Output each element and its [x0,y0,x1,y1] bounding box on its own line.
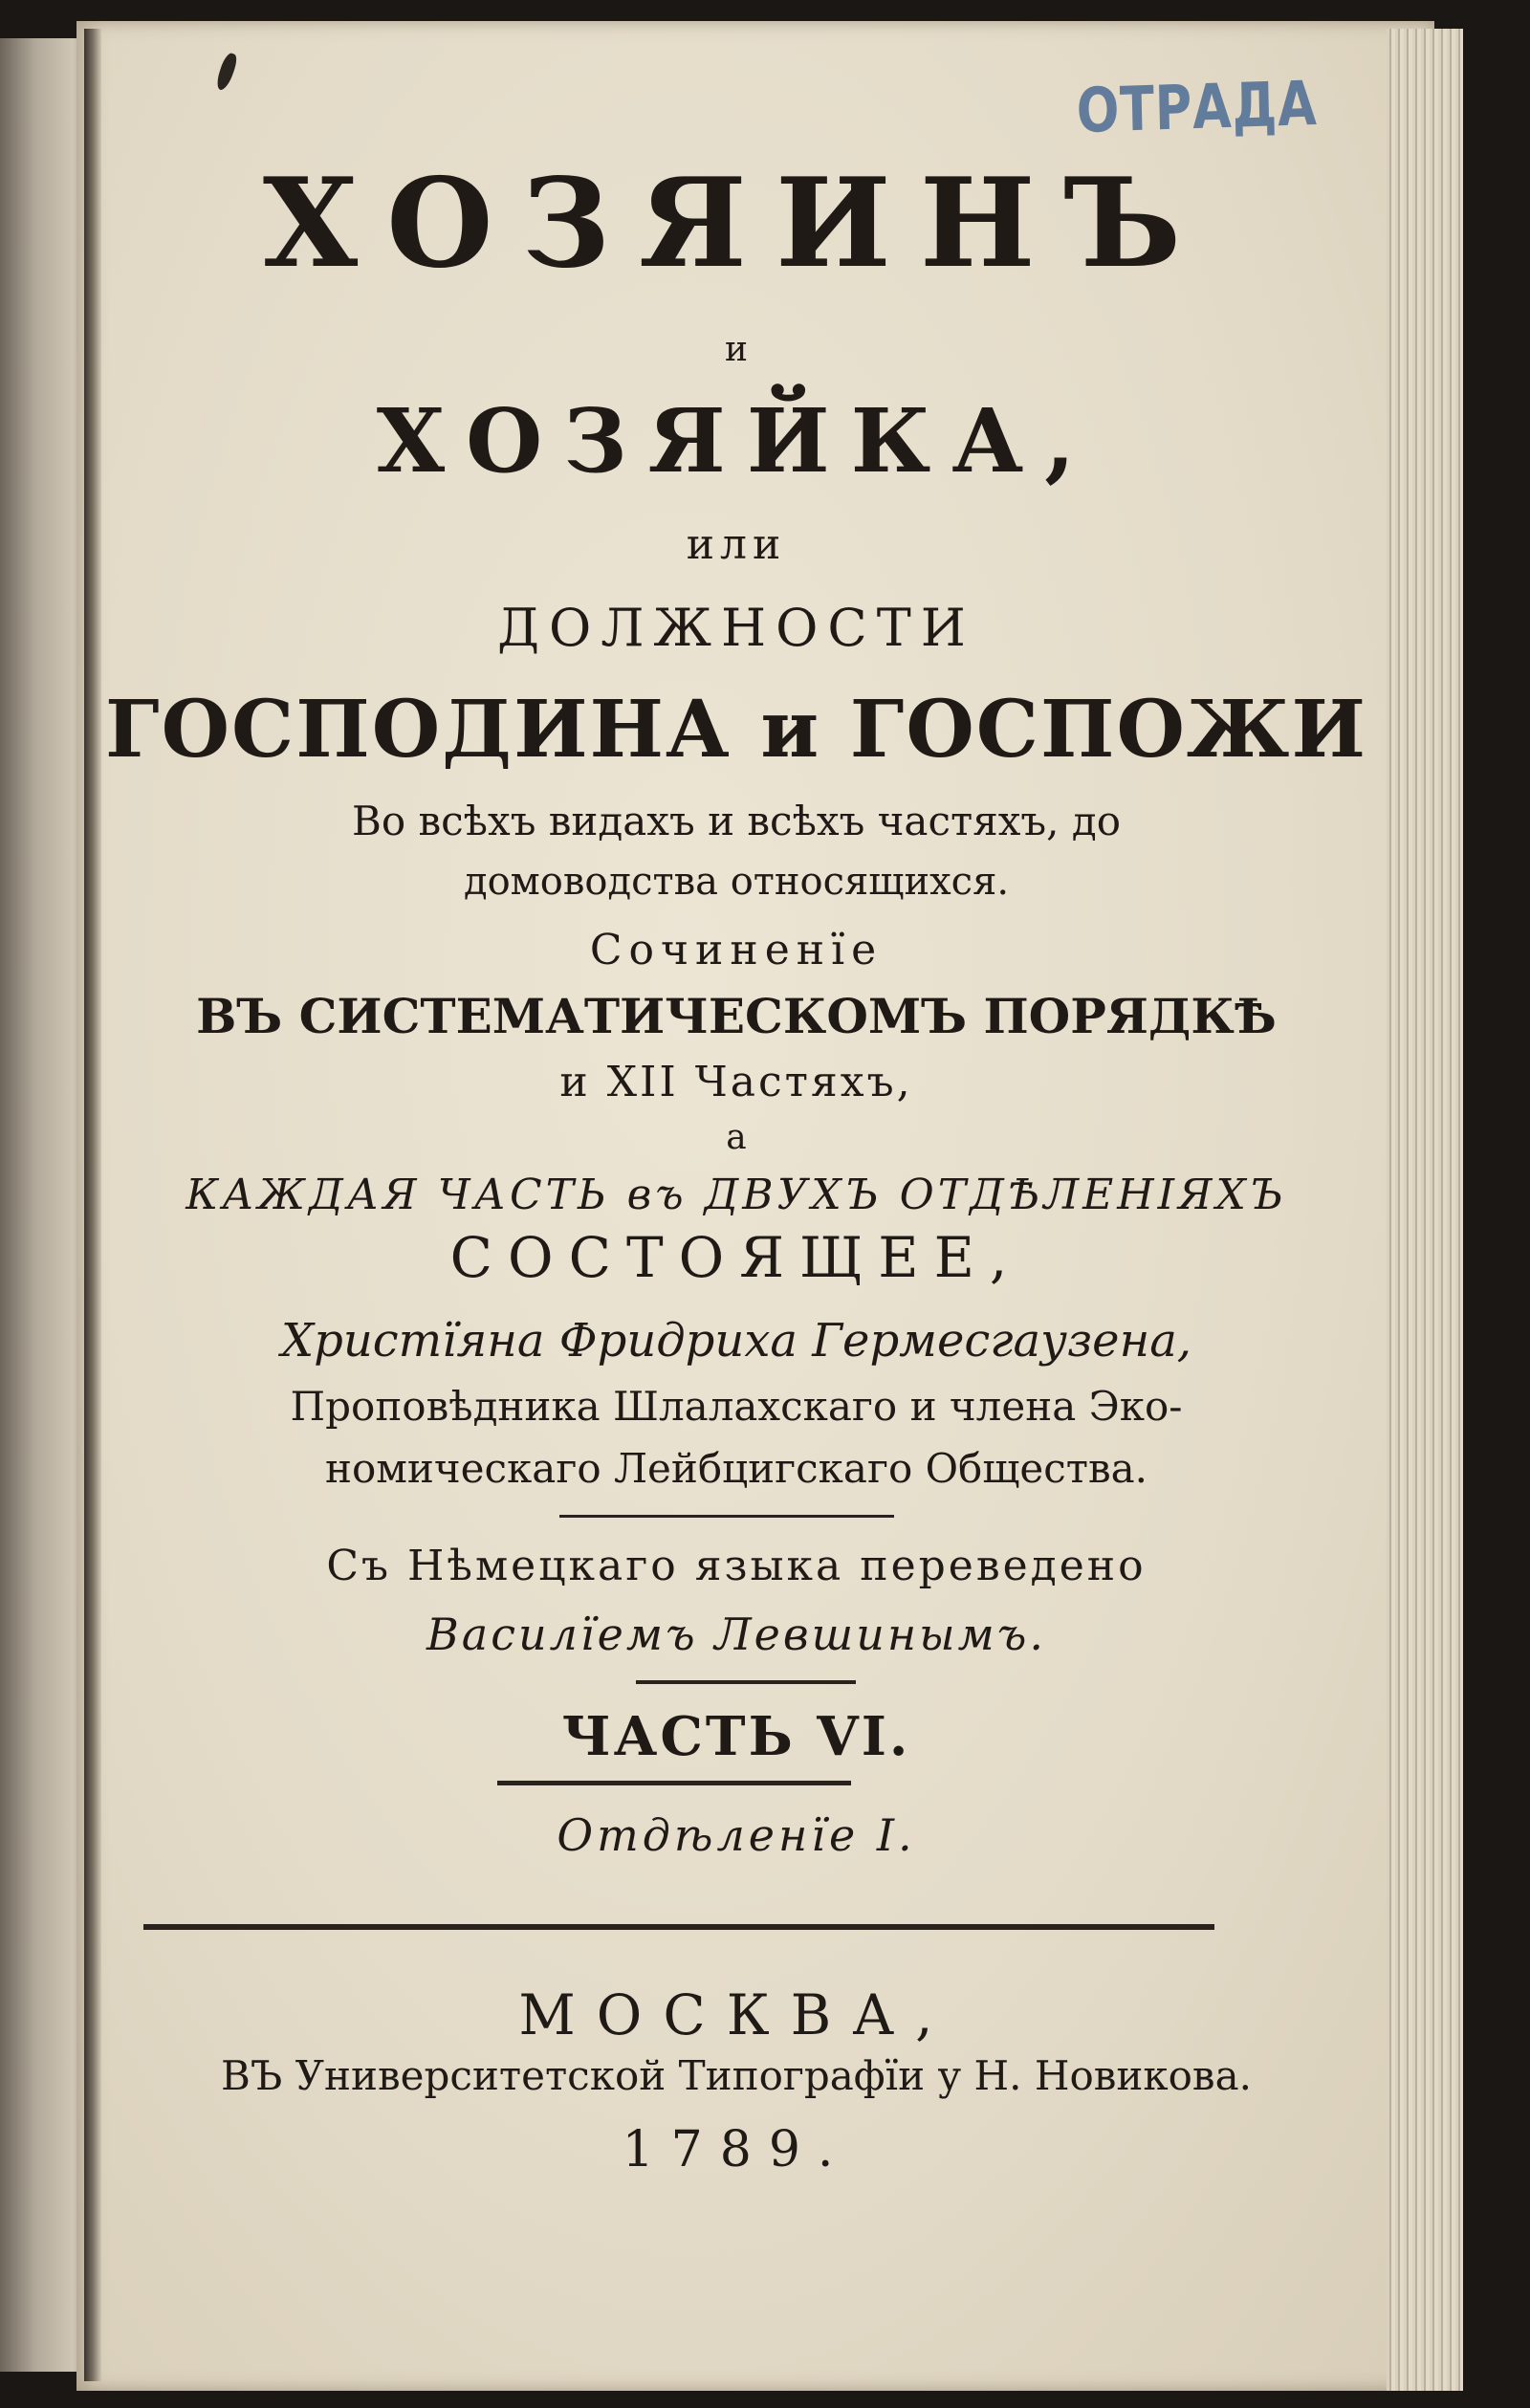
translation-source: Съ Нѣмецкаго языка переведено [326,1542,1147,1590]
imprint-city: МОСКВА, [518,1982,954,2047]
author-title-1: Проповѣдника Шлалахскаго и члена Эко- [290,1383,1183,1430]
imprint-rule [143,1924,1214,1930]
section-number: Отдѣленїе I. [557,1809,916,1861]
divider-rule [559,1515,894,1518]
title-scope-1: Во всѣхъ видахъ и всѣхъ частяхъ, до [352,798,1121,844]
divider-rule [636,1680,856,1684]
translator-name: Василїемъ Левшинымъ. [426,1609,1047,1660]
composition-consisting: СОСТОЯЩЕЕ, [449,1225,1023,1290]
composition-and: а [726,1118,747,1157]
page-edges [1387,29,1463,2391]
composition-parts: и XII Частяхъ, [559,1058,913,1106]
title-scope-2: домоводства относящихся. [463,860,1010,904]
imprint-printer: ВЪ Университетской Типографїи у Н. Новикова. [221,2052,1252,2099]
composition-label: Сочиненїе [589,926,884,974]
author-title-2: номическаго Лейбцигскаго Общества. [324,1445,1148,1492]
title-line-1: ХОЗЯИНЪ [262,152,1211,296]
composition-order: ВЪ СИСТЕМАТИЧЕСКОМЪ ПОРЯДКѢ [196,988,1277,1044]
imprint-year: 1789. [622,2121,851,2178]
title-duties: ДОЛЖНОСТИ [497,598,975,658]
title-master-mistress: ГОСПОДИНА и ГОСПОЖИ [105,684,1367,776]
library-stamp: ОТРАДА [1076,68,1319,147]
part-number: ЧАСТЬ VI. [561,1705,911,1768]
author-name: Христїяна Фридриха Гермесгаузена, [280,1314,1192,1368]
title-or: или [686,520,787,569]
title-line-2: ХОЗЯЙКА, [376,389,1097,493]
title-conjunction: и [725,330,748,369]
composition-each-part: КАЖДАЯ ЧАСТЬ въ ДВУХЪ ОТДѢЛЕНIЯХЪ [186,1171,1287,1219]
divider-rule [497,1781,851,1785]
